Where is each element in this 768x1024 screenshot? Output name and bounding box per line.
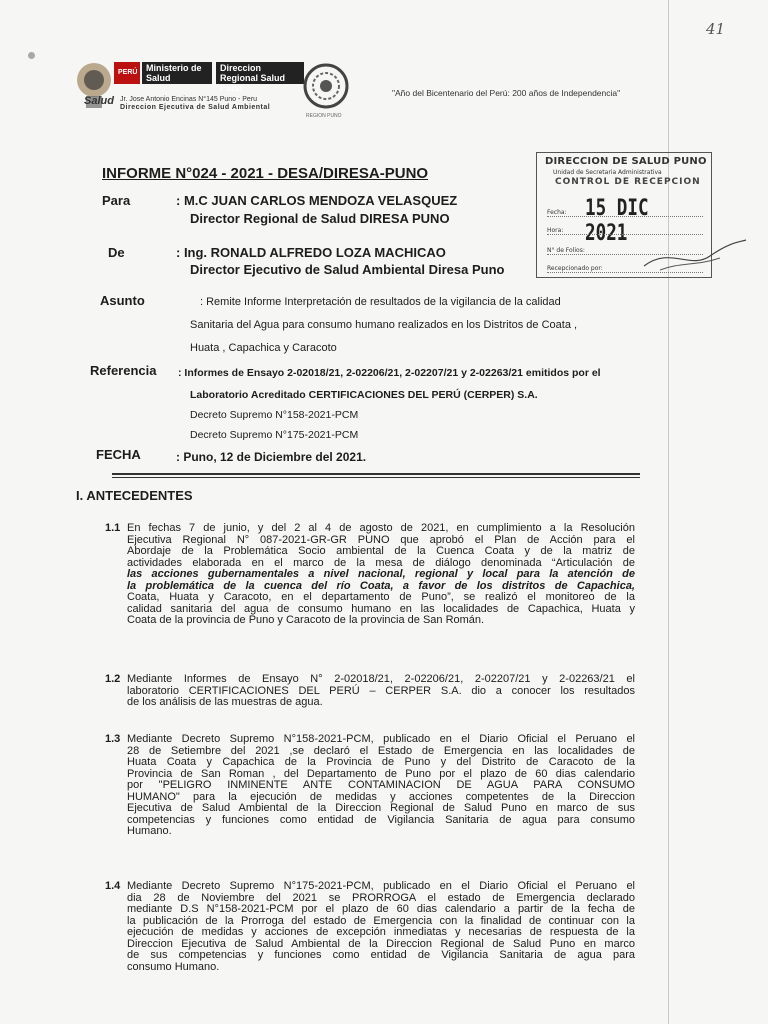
section-heading: I. ANTECEDENTES	[76, 488, 193, 503]
stamp-title: DIRECCION DE SALUD PUNO	[545, 156, 707, 167]
item-body	[127, 881, 635, 973]
item-line: la problemática de la cuenca del río Coata, a favor de los distritos de Capachica,	[127, 579, 635, 592]
item-line: 28 de Setiembre del 2021 ,se declaró el Estado de Emergencia en las localidades de	[127, 744, 635, 757]
de-name: : Ing. RONALD ALFREDO LOZA MACHICAO	[176, 245, 446, 260]
item-line: las acciones gubernamentales a nivel nacional, regional y local para la atención de	[127, 568, 635, 580]
ministry-badge: Ministerio de Salud	[142, 62, 212, 84]
item-line: Coata de la provincia de Puno y Caracoto de la provincia de San Román.	[127, 614, 485, 626]
item-number: 1.3	[105, 733, 121, 745]
stamp-recepcionado-label: Recepcionado por:	[547, 265, 703, 273]
item-line: Huata Coata y Capachica de la Provincia de Puno y del Distrito de Caracoto de la	[127, 756, 635, 768]
item-line: Mediante Decreto Supremo N°158-2021-PCM, publicado en el Diario Oficial el Peruano el	[127, 733, 635, 745]
item-line: Provincia de San Roman , del Departamento de Puno por el plazo de 60 dias calendario	[127, 767, 635, 780]
divider	[112, 477, 640, 478]
asunto-line: Sanitaria del Agua para consumo humano realizados en los Distritos de Coata ,	[190, 319, 578, 331]
item-line: consumo Humano.	[127, 960, 220, 973]
page-number: 41	[706, 20, 726, 38]
item-line: de los análisis de las muestras de agua.	[127, 696, 323, 708]
seal-label: REGION PUNO	[306, 113, 342, 119]
item-line: Humano.	[127, 825, 172, 837]
item-line: En fechas 7 de junio, y del 2 al 4 de agosto de 2021, en cumplimiento a la Resolución	[127, 522, 635, 534]
stamp-folios-label: N° de Folios:	[547, 247, 703, 255]
item-number: 1.1	[105, 522, 121, 534]
item-line: Ejecutiva de Salud Ambiental de la Direccion Regional de Salud Puno en marco de sus	[127, 802, 635, 814]
stamp-hora-label: Hora:	[547, 227, 703, 235]
item-line: la publicación de la Prorroga del estado de Emergencia con la finalidad de continuar con la	[127, 914, 635, 927]
stamp-subtitle: Unidad de Secretaria Administrativa	[553, 169, 662, 176]
item-line: Ejecutiva Regional N° 087-2021-GR-GR PUNO que aprobó el Plan de Acción para el	[127, 533, 635, 546]
regional-direction-badge: Direccion Regional Salud Puno	[216, 62, 304, 84]
para-name: : M.C JUAN CARLOS MENDOZA VELASQUEZ	[176, 193, 458, 208]
item-body	[127, 523, 635, 627]
referencia-line: Laboratorio Acreditado CERTIFICACIONES DEL PERÚ (CERPER) S.A.	[190, 389, 538, 401]
item-line: ejecución de medidas y acciones de excepción inmediatas y necesarias de respuesta de la	[127, 926, 635, 938]
region-puno-seal-icon	[300, 62, 352, 118]
report-title: INFORME N°024 - 2021 - DESA/DIRESA-PUNO	[102, 165, 429, 182]
stamp-date: 15 DIC 2021	[585, 196, 649, 246]
item-line: de sus competencias y funciones como entidad de Vigilancia Sanitaria de agua para	[127, 949, 635, 961]
item-line: laboratorio CERTIFICACIONES DEL PERÚ – CERPER S.A. dio a conocer los resultados	[127, 684, 635, 697]
item-line: Abordaje de la Problemática Socio ambiental de la Cuenca Coata y de la matriz de	[127, 545, 635, 557]
item-line: actividades elaborada en el marco de la mesa de diálogo denominada “Articulación de	[127, 556, 635, 569]
peru-badge: PERÚ	[114, 62, 140, 84]
de-label: De	[108, 245, 125, 260]
item-line: Mediante Informes de Ensayo N° 2-02018/21, 2-02206/21, 2-02207/21 y 2-02263/21 el	[127, 673, 635, 685]
item-line: dia 28 de Noviembre del 2021 se PRORROGA el estado de Emergencia declarado	[127, 891, 635, 904]
item-number: 1.2	[105, 673, 121, 685]
item-line: HUMANO" para la ejecución de medidas y acciones competentes de la Direccion	[127, 790, 635, 803]
item-line: Mediante Decreto Supremo N°175-2021-PCM, publicado en el Diario Oficial el Peruano el	[127, 880, 635, 892]
item-body	[127, 674, 635, 709]
item-line: competencias y funciones como entidad de Vigilancia Sanitaria de agua para consumo	[127, 813, 635, 826]
item-body	[127, 734, 635, 838]
item-line: Direccion Ejecutiva de Salud Ambiental de la Direccion Regional de Salud Puno en marco	[127, 937, 635, 950]
asunto-line: Huata , Capachica y Caracoto	[190, 342, 337, 354]
item-number: 1.4	[105, 880, 121, 892]
year-motto: "Año del Bicentenario del Perú: 200 años de Independencia"	[392, 88, 621, 98]
punch-hole-mark	[28, 52, 35, 59]
divider	[112, 473, 640, 475]
fecha-label: FECHA	[96, 447, 141, 462]
referencia-line: Decreto Supremo N°175-2021-PCM	[190, 429, 359, 441]
stamp-fecha-label: Fecha:	[547, 209, 703, 217]
header-address: Jr. Jose Antonio Encinas N°145 Puno - Peru	[120, 96, 258, 103]
para-role: Director Regional de Salud DIRESA PUNO	[190, 211, 450, 226]
de-role: Director Ejecutivo de Salud Ambiental Diresa Puno	[190, 262, 505, 277]
signature-scribble-icon	[640, 236, 748, 276]
stamp-control: CONTROL DE RECEPCION	[555, 177, 701, 187]
fecha-value: : Puno, 12 de Diciembre del 2021.	[176, 450, 367, 464]
asunto-label: Asunto	[100, 293, 145, 308]
item-line: Coata, Huata y Caracoto, en el departamento de Puno”, se realizó el monitoreo de la	[127, 591, 635, 603]
referencia-label: Referencia	[90, 363, 157, 378]
header-department: Direccion Ejecutiva de Salud Ambiental	[120, 104, 271, 111]
item-line: por "PELIGRO INMINENTE ANTE CONTAMINACION DE AGUA PARA CONSUMO	[127, 779, 635, 791]
item-line: calidad sanitaria del agua de consumo humano en las localidades de Capachica, Huata y	[127, 602, 635, 615]
salud-emblem-icon	[72, 56, 116, 118]
para-label: Para	[102, 193, 131, 208]
referencia-line: Decreto Supremo N°158-2021-PCM	[190, 409, 359, 421]
referencia-line: : Informes de Ensayo 2-02018/21, 2-02206/21, 2-02207/21 y 2-02263/21 emitidos por el	[178, 367, 601, 379]
salud-brand-text: Salud	[84, 95, 114, 107]
asunto-line: : Remite Informe Interpretación de resultados de la vigilancia de la calidad	[200, 296, 561, 308]
item-line: mediante D.S N°158-2021-PCM por el plazo de 60 dias calendario a partir de la fecha de	[127, 903, 635, 915]
